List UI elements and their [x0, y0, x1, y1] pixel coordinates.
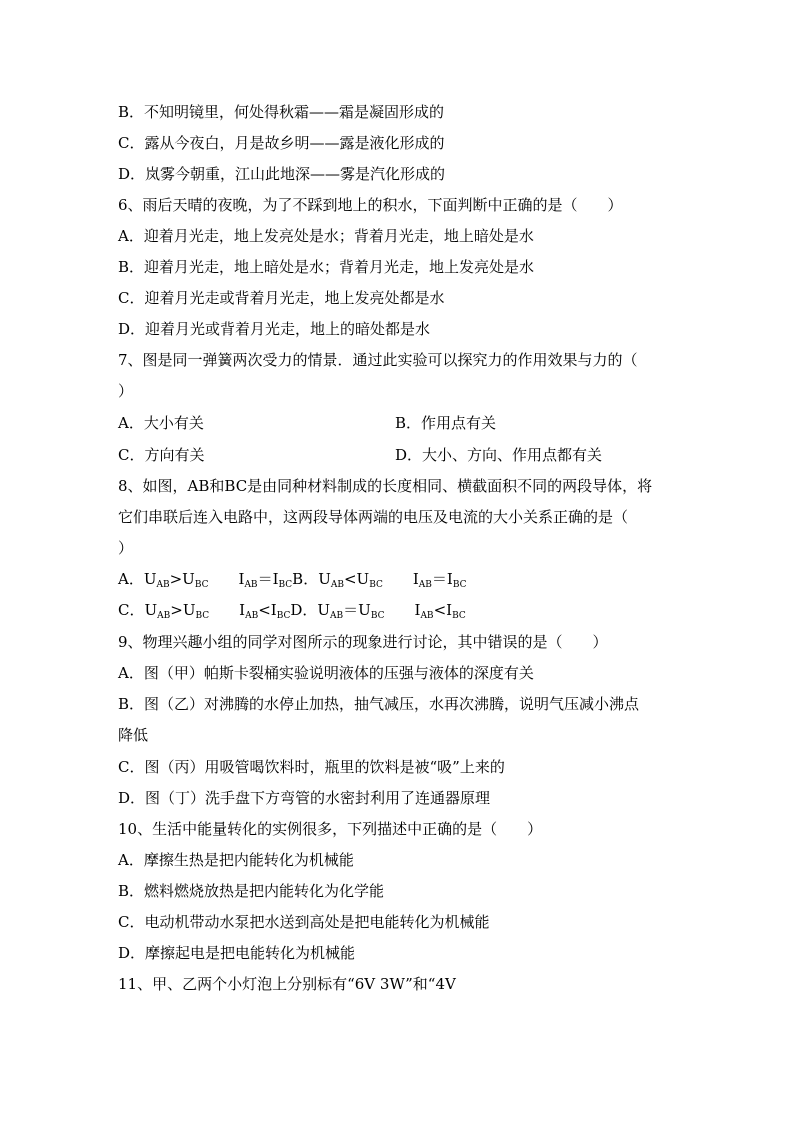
q7-option-d: D．大小、方向、作用点都有关	[395, 446, 603, 464]
q9-option-b-line2: 降低	[118, 726, 149, 744]
q7-options-row2	[118, 445, 678, 465]
q8-option-b: B．$U_{AB}<U_{BC}$ $I_{AB}=I_{BC}$	[292, 570, 467, 590]
q9-option-d: D．图（丁）洗手盘下方弯管的水密封利用了连通器原理	[118, 789, 491, 807]
q8-option-a: A．$U_{AB}>U_{BC}$ $I_{AB}=I_{BC}$	[118, 570, 293, 590]
q5-option-c: C．露从今夜白，月是故乡明——露是液化形成的	[118, 134, 445, 152]
q9-option-b-line1: B．图（乙）对沸腾的水停止加热，抽气减压，水再次沸腾，说明气压减小沸点	[118, 695, 640, 713]
q9-stem: 9、物理兴趣小组的同学对图所示的现象进行讨论，其中错误的是（ ）	[118, 633, 608, 651]
q6-option-c: C．迎着月光走或背着月光走，地上发亮处都是水	[118, 289, 445, 307]
q8-options-row1	[118, 569, 678, 589]
q6-option-a: A．迎着月光走，地上发亮处是水；背着月光走，地上暗处是水	[118, 227, 534, 245]
q7-options-row1	[118, 413, 678, 433]
q9-option-c: C．图（丙）用吸管喝饮料时，瓶里的饮料是被“吸”上来的	[118, 758, 505, 776]
q7-option-b: B．作用点有关	[395, 414, 497, 432]
q8-option-c: C．$U_{AB}>U_{BC}$ $I_{AB}<I_{BC}$	[118, 601, 291, 621]
q8-stem-line2: 它们串联后连入电路中，这两段导体两端的电压及电流的大小关系正确的是（	[118, 508, 629, 526]
q10-option-b: B．燃料燃烧放热是把内能转化为化学能	[118, 882, 385, 900]
q8-option-d: D．$U_{AB}=U_{BC}$ $I_{AB}<I_{BC}$	[290, 601, 466, 621]
q9-option-a: A．图（甲）帕斯卡裂桶实验说明液体的压强与液体的深度有关	[118, 664, 534, 682]
q8-stem-line1: 8、如图，AB和BC是由同种材料制成的长度相同、横截面积不同的两段导体，将	[118, 477, 653, 495]
q6-stem: 6、雨后天晴的夜晚，为了不踩到地上的积水，下面判断中正确的是（ ）	[118, 196, 623, 214]
q5-option-b: B．不知明镜里，何处得秋霜——霜是凝固形成的	[118, 103, 445, 121]
q8-stem-line3: ）	[118, 539, 134, 557]
q10-stem: 10、生活中能量转化的实例很多，下列描述中正确的是（ ）	[118, 820, 543, 838]
q6-option-d: D．迎着月光或背着月光走，地上的暗处都是水	[118, 320, 431, 338]
q11-stem: 11、甲、乙两个小灯泡上分别标有“6V 3W”和“4V	[118, 975, 456, 993]
q7-stem-line1: 7、图是同一弹簧两次受力的情景．通过此实验可以探究力的作用效果与力的（	[118, 351, 638, 369]
q10-option-a: A．摩擦生热是把内能转化为机械能	[118, 851, 354, 869]
q7-option-a: A．大小有关	[118, 414, 204, 432]
q5-option-d: D．岚雾今朝重，江山此地深——雾是汽化形成的	[118, 165, 446, 183]
q10-option-c: C．电动机带动水泵把水送到高处是把电能转化为机械能	[118, 913, 490, 931]
q7-option-c: C．方向有关	[118, 446, 205, 464]
q6-option-b: B．迎着月光走，地上暗处是水；背着月光走，地上发亮处是水	[118, 258, 535, 276]
q8-options-row2	[118, 600, 678, 620]
q7-stem-line2: ）	[118, 382, 134, 400]
q10-option-d: D．摩擦起电是把电能转化为机械能	[118, 944, 356, 962]
